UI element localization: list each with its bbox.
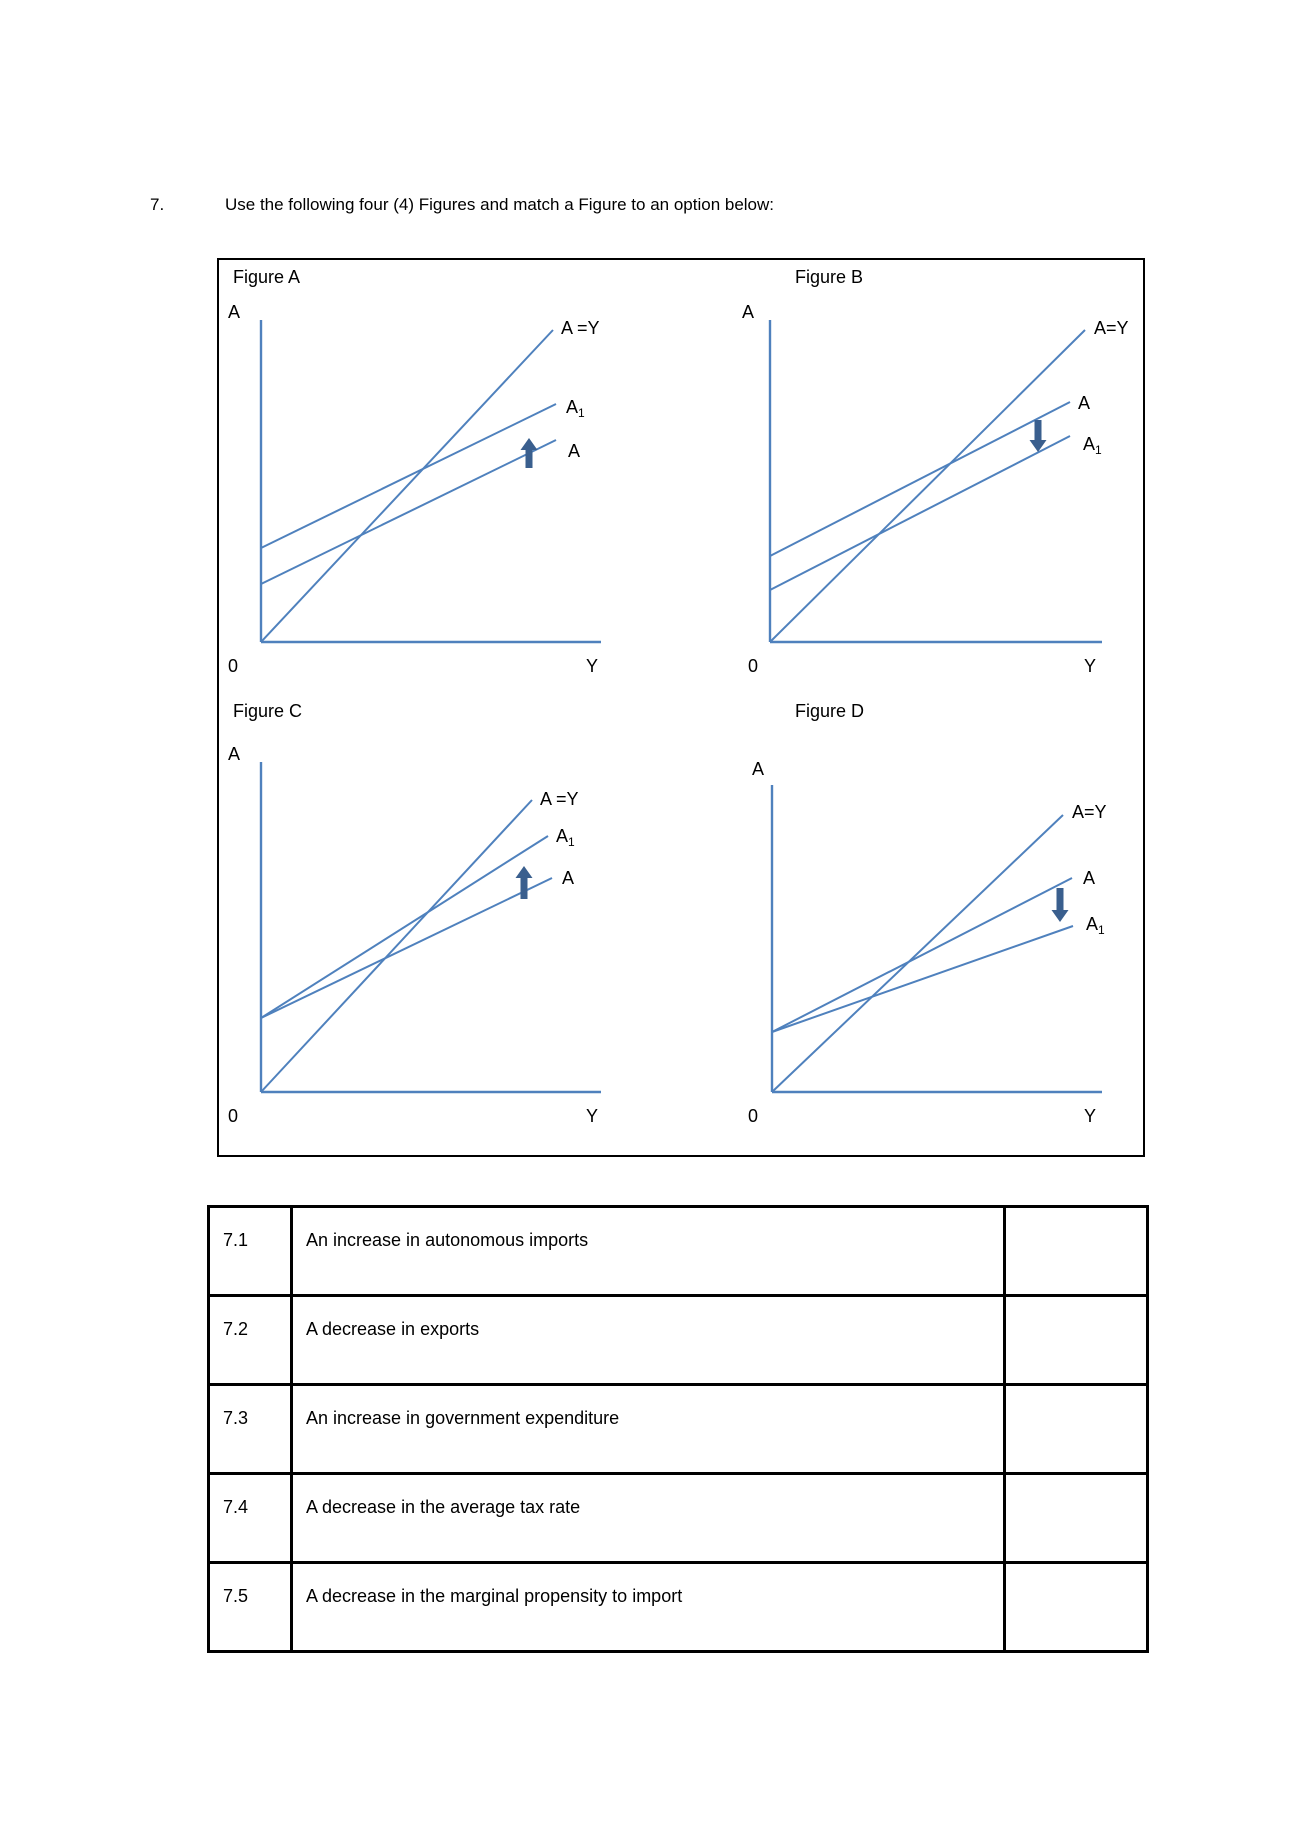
figure-B-a-equals-y-line <box>770 330 1085 642</box>
question-text: Use the following four (4) Figures and match a Figure to an option below: <box>225 195 775 214</box>
figure-A-a-line-label: A <box>568 441 581 461</box>
figure-D-a1-line-label: $A_1$ <box>1086 914 1105 937</box>
item-number: 7.1 <box>209 1207 292 1296</box>
figure-C-title: Figure C <box>233 701 303 721</box>
figure-C-a-equals-y-line-label: A =Y <box>540 789 579 809</box>
figure-A-a1-line-label: $A_1$ <box>566 397 585 420</box>
figure-C-x-axis-label: Y <box>586 1106 599 1126</box>
figure-A-a-equals-y-line <box>261 330 553 642</box>
figure-C-a-line-label: A <box>562 868 575 888</box>
figure-A-title: Figure A <box>233 267 301 287</box>
figure-B-a1-line-label: $A_1$ <box>1083 434 1102 457</box>
figure-A-a-line <box>261 440 556 584</box>
answer-cell-7.2[interactable] <box>1005 1296 1148 1385</box>
table-row <box>209 1474 1148 1563</box>
figure-D-a-line-label: A <box>1083 868 1096 888</box>
figure-A-a1-line <box>261 404 556 548</box>
figure-B-title: Figure B <box>795 267 864 287</box>
figure-B-y-axis-label: A <box>742 302 755 322</box>
item-description: A decrease in the average tax rate <box>292 1474 1005 1563</box>
item-number: 7.4 <box>209 1474 292 1563</box>
figure-D <box>748 701 1107 1126</box>
figure-C-a-equals-y-line <box>261 800 532 1092</box>
figure-A-x-axis-label: Y <box>586 656 599 676</box>
answer-cell-7.1[interactable] <box>1005 1207 1148 1296</box>
item-description: An increase in autonomous imports <box>292 1207 1005 1296</box>
figure-A-up-arrow-icon <box>521 438 538 468</box>
answer-cell-7.5[interactable] <box>1005 1563 1148 1652</box>
figure-C-a1-line <box>261 836 548 1018</box>
figure-D-a-line <box>772 878 1072 1032</box>
figure-C-origin-label: 0 <box>228 1106 239 1126</box>
figure-A-origin-label: 0 <box>228 656 239 676</box>
figure-B-down-arrow-icon <box>1030 420 1047 452</box>
table-row <box>209 1385 1148 1474</box>
figure-B-x-axis-label: Y <box>1084 656 1097 676</box>
figure-D-a1-line <box>772 926 1073 1032</box>
figure-D-a-equals-y-line-label: A=Y <box>1072 802 1107 822</box>
figure-B-a1-line <box>770 436 1070 590</box>
figure-A-y-axis-label: A <box>228 302 241 322</box>
figure-D-a-equals-y-line <box>772 815 1063 1092</box>
item-number: 7.2 <box>209 1296 292 1385</box>
table-row <box>209 1563 1148 1652</box>
figure-D-origin-label: 0 <box>748 1106 759 1126</box>
answer-cell-7.4[interactable] <box>1005 1474 1148 1563</box>
figure-C-y-axis-label: A <box>228 744 241 764</box>
figure-D-title: Figure D <box>795 701 865 721</box>
figure-D-a1-line-label-subscript: 1 <box>1098 923 1105 937</box>
figure-D-y-axis-label: A <box>752 759 765 779</box>
figure-D-x-axis-label: Y <box>1084 1106 1097 1126</box>
figure-C-a1-line-label-subscript: 1 <box>568 835 575 849</box>
question-number: 7. <box>150 195 165 214</box>
figure-B-a-equals-y-line-label: A=Y <box>1094 318 1129 338</box>
figure-B-a-line <box>770 402 1070 556</box>
figure-C-a-line <box>261 878 552 1018</box>
answer-cell-7.3[interactable] <box>1005 1385 1148 1474</box>
item-description: An increase in government expenditure <box>292 1385 1005 1474</box>
figure-C <box>228 701 601 1126</box>
item-description: A decrease in exports <box>292 1296 1005 1385</box>
item-description: A decrease in the marginal propensity to import <box>292 1563 1005 1652</box>
figure-A-a1-line-label-subscript: 1 <box>578 406 585 420</box>
figure-B-a-line-label: A <box>1078 393 1091 413</box>
figure-A <box>228 267 601 676</box>
item-number: 7.3 <box>209 1385 292 1474</box>
figure-B-a1-line-label-subscript: 1 <box>1095 443 1102 457</box>
figure-D-down-arrow-icon <box>1052 888 1069 922</box>
figure-C-a1-line-label: $A_1$ <box>556 826 575 849</box>
figure-A-a-equals-y-line-label: A =Y <box>561 318 600 338</box>
table-row <box>209 1296 1148 1385</box>
item-number: 7.5 <box>209 1563 292 1652</box>
figure-B <box>742 267 1129 676</box>
table-row <box>209 1207 1148 1296</box>
figure-B-origin-label: 0 <box>748 656 759 676</box>
match-table <box>207 1205 1149 1653</box>
